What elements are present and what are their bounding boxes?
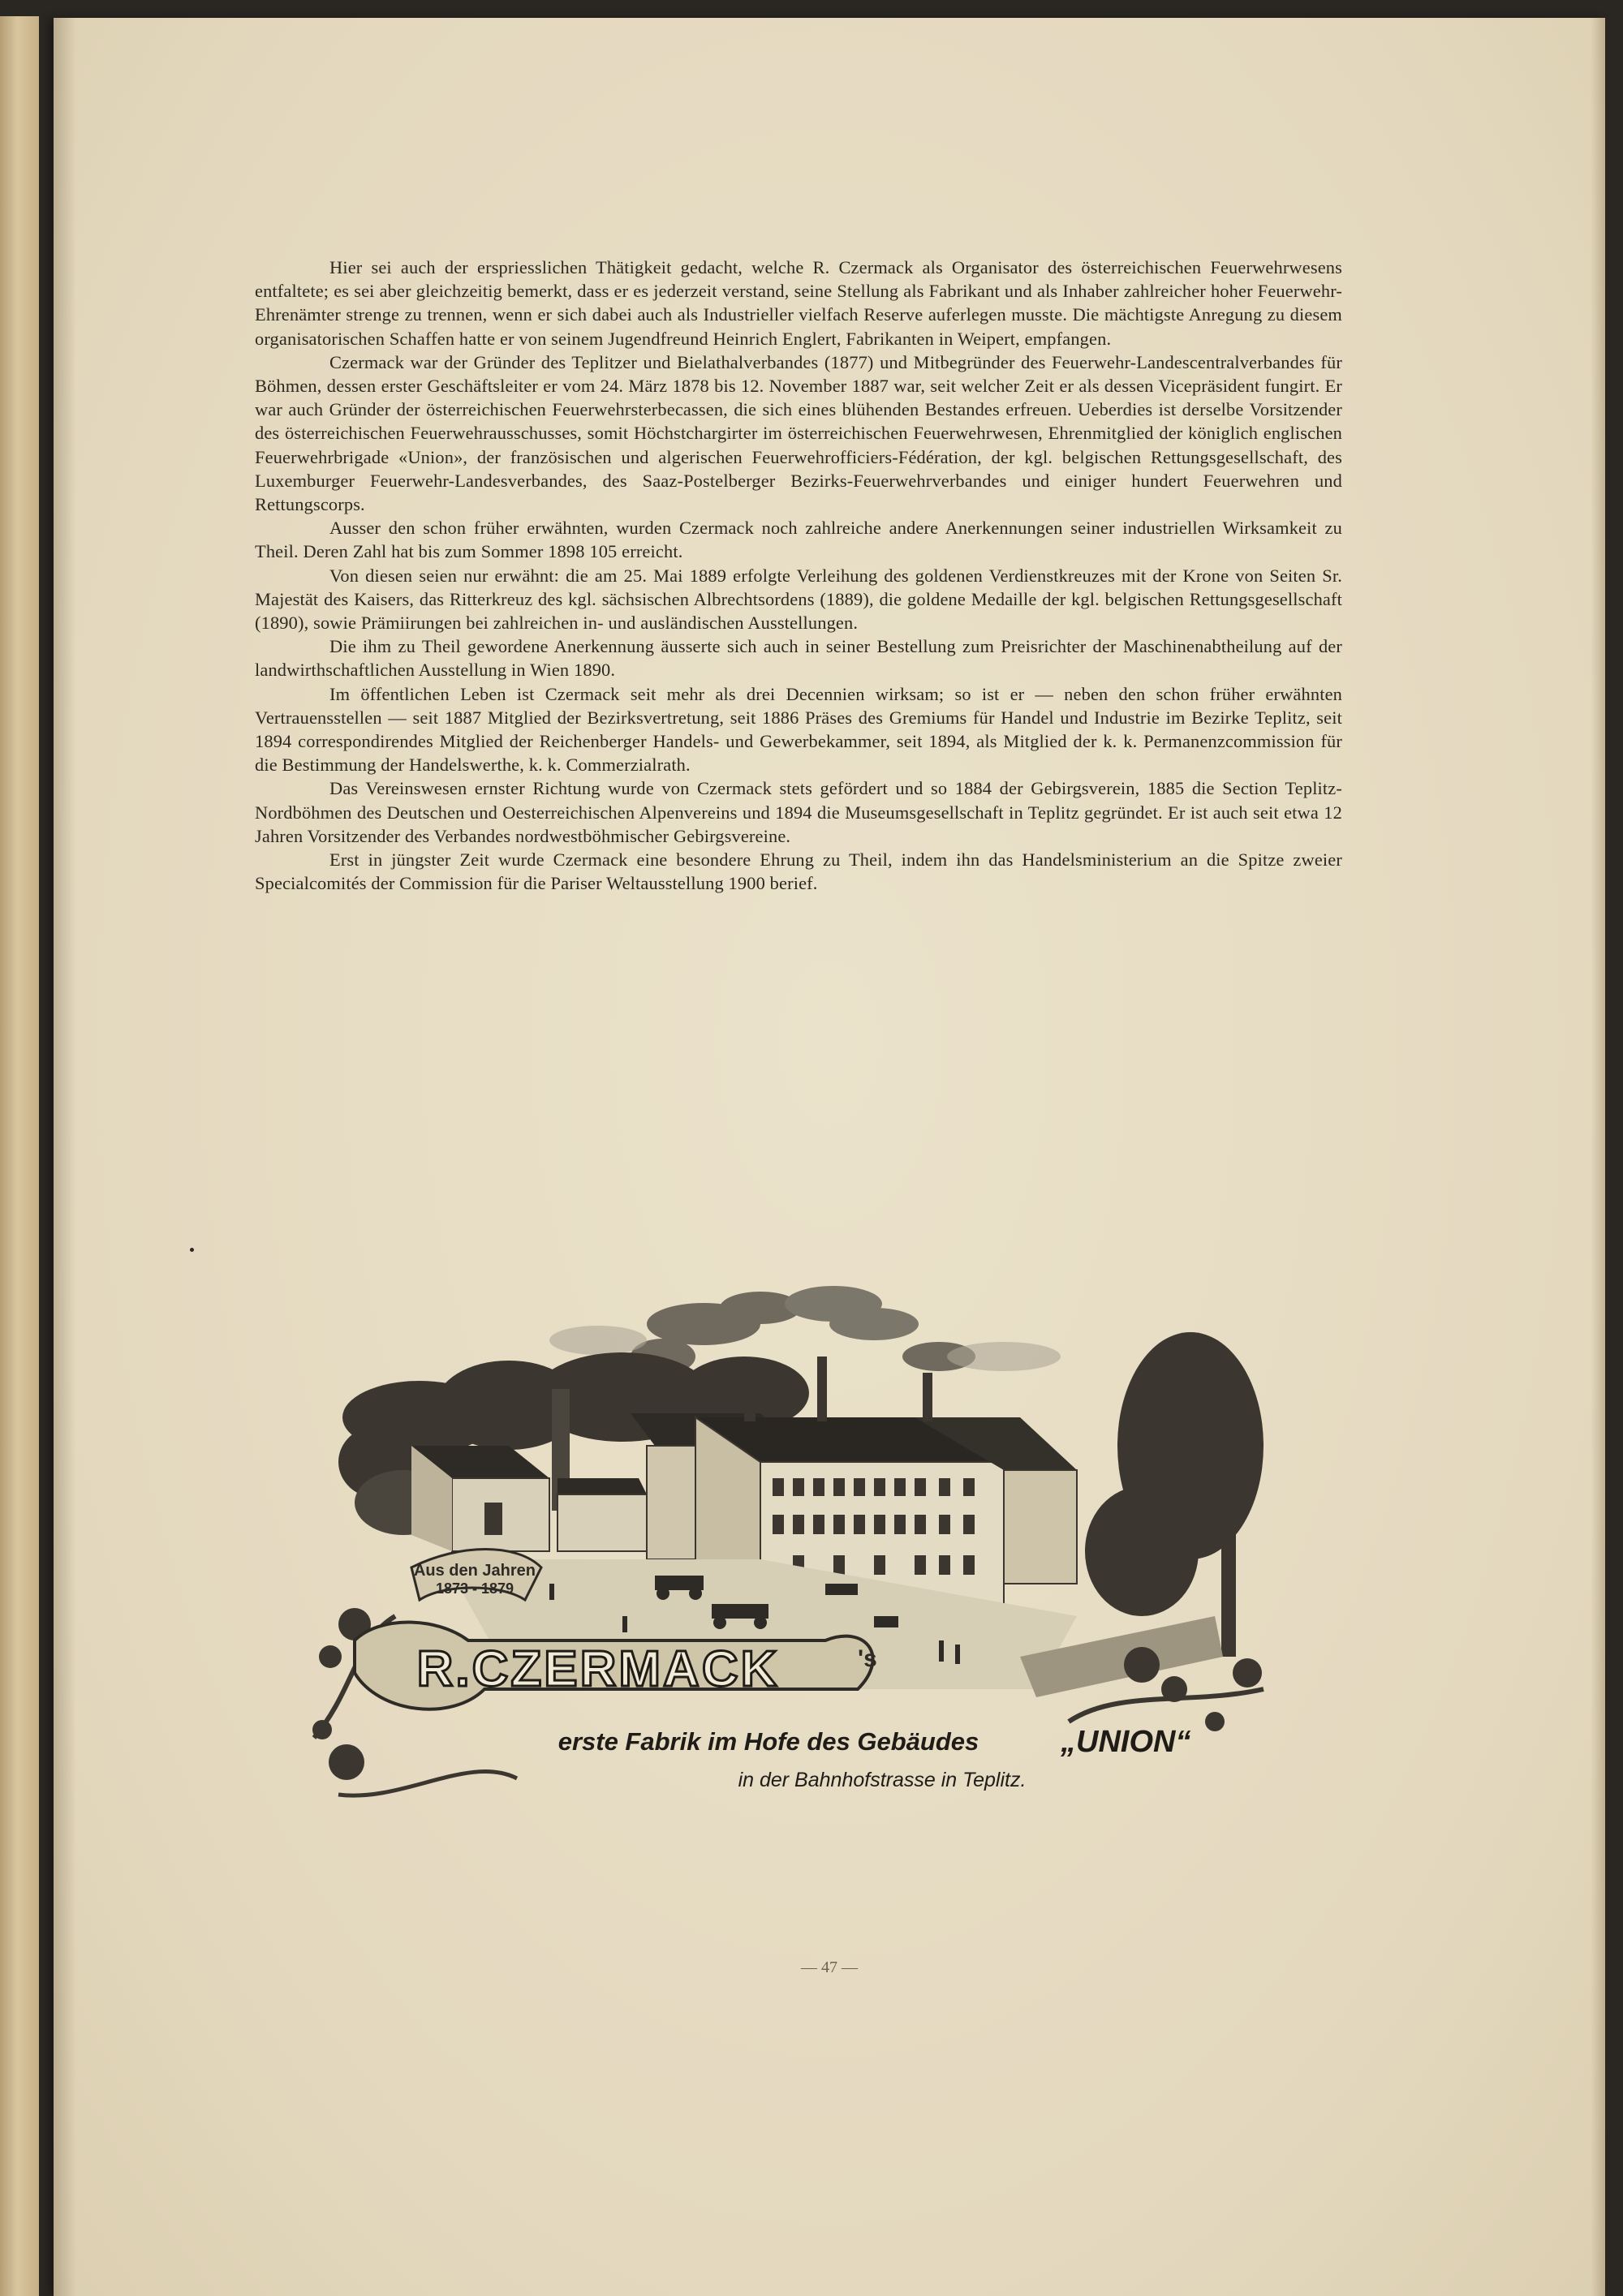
page-gutter-shadow — [54, 18, 76, 2296]
paragraph: Czermack war der Gründer des Teplitzer und Bielathalverbandes (1877) und Mitbegründer des Feuerwehr-Landescentralverbandes für Böhmen, dessen erster Geschäftsleiter er vom 24. März 1878 bis 12. November 1887 war, seit welcher Zeit er als dessen Vicepräsident fungirt. Er war auch Gründer der österreichischen Feuerwehrsterbecassen, die sich eines blühenden Bestandes erfreuen. Ueberdies ist derselbe Vorsitzender des österreichischen Feuerwehrausschusses, somit Höchstchargirter im österreichischen Feuerwehrwesen, Ehrenmitglied der königlich englischen Feuerwehrbrigade «Union», der französischen und algerischen Feuerwehrofficiers-Fédération, der kgl. belgischen Rettungsgesellschaft, des Luxemburger Feuerwehr-Landesverbandes, des Saaz-Postelberger Bezirks-Feuerwehrverbandes und einiger hundert Feuerwehren und Rettungscorps. — [255, 351, 1342, 515]
ornamental-post — [1221, 1365, 1236, 1657]
page — [54, 18, 1605, 2296]
company-suffix: 's — [858, 1645, 877, 1672]
ink-speck — [190, 1248, 194, 1252]
paragraph: Im öffentlichen Leben ist Czermack seit mehr als drei Decennien wirksam; so ist er — neben den schon früher erwähnten Vertrauensstellen — seit 1887 Mitglied der Bezirksvertretung, seit 1886 Präses des Gremiums für Handel und Industrie im Bezirke Teplitz, seit 1894 correspondirendes Mitglied der Reichenberger Handels- und Gewerbekammer, seit 1894, als Mitglied der k. k. Permanenzcommission für die Bestimmung der Handelswerthe, k. k. Commerzialrath. — [255, 683, 1342, 776]
caption-main: erste Fabrik im Hofe des Gebäudes — [558, 1727, 979, 1756]
ribbon-line-2: 1873 - 1879 — [435, 1580, 514, 1597]
body-text — [255, 256, 1342, 895]
left-page-edge — [0, 16, 39, 2296]
page-number: — 47 — — [801, 1958, 858, 1976]
paragraph: Ausser den schon früher erwähnten, wurden Czermack noch zahlreiche andere Anerkennungen seiner industriellen Wirksamkeit zu Theil. Deren Zahl hat bis zum Sommer 1898 105 erreicht. — [255, 518, 1342, 562]
caption-sub: in der Bahnhofstrasse in Teplitz. — [738, 1769, 1027, 1791]
factory-engraving — [306, 1235, 1280, 1819]
paragraph: Die ihm zu Theil gewordene Anerkennung äusserte sich auch in seiner Bestellung zum Preisrichter der Maschinenabtheilung auf der landwirthschaftlichen Ausstellung in Wien 1890. — [255, 636, 1342, 681]
paragraph: Von diesen seien nur erwähnt: die am 25. Mai 1889 erfolgte Verleihung des goldenen Verdienstkreuzes mit der Krone von Seiten Sr. Majestät des Kaisers, das Ritterkreuz des kgl. sächsischen Albrechtsordens (1889), die goldene Medaille der kgl. belgischen Rettungsgesellschaft (1890), sowie Prämiirungen bei zahlreichen in- und ausländischen Ausstellungen. — [255, 565, 1342, 634]
paragraph: Das Vereinswesen ernster Richtung wurde von Czermack stets gefördert und so 1884 der Gebirgsverein, 1885 die Section Teplitz-Nordböhmen des Deutschen und Oesterreichischen Alpenvereins und 1894 die Museumsgesellschaft in Teplitz gegründet. Er ist auch seit etwa 12 Jahren Vorsitzender des Verbandes nordwestböhmischer Gebirgsvereine. — [255, 778, 1342, 846]
paragraph: Hier sei auch der erspriesslichen Thätigkeit gedacht, welche R. Czermack als Organisator des österreichischen Feuerwehrwesens entfaltete; es sei aber gleichzeitig bemerkt, dass er es jederzeit verstand, seine Stellung als Fabrikant und als Inhaber zahlreicher hoher Feuerwehr-Ehrenämter strenge zu trennen, wenn er sich dabei auch als Industrieller vielfach Reserve auferlegen musste. Die mächtigste Anregung zu diesem organisatorischen Schaffen hatte er von seinem Jugendfreund Heinrich Englert, Fabrikanten in Weipert, empfangen. — [255, 257, 1342, 349]
page-edge-shadow — [1591, 18, 1605, 2296]
left-shed — [411, 1446, 549, 1551]
paragraph: Erst in jüngster Zeit wurde Czermack eine besondere Ehrung zu Theil, indem ihn das Handelsministerium an die Spitze zweier Specialcomités der Commission für die Pariser Weltausstellung 1900 berief. — [255, 849, 1342, 894]
ribbon-line-1: Aus den Jahren — [413, 1562, 536, 1580]
company-name: R.CZERMACK — [416, 1641, 780, 1697]
caption-building: „UNION“ — [1061, 1725, 1191, 1759]
